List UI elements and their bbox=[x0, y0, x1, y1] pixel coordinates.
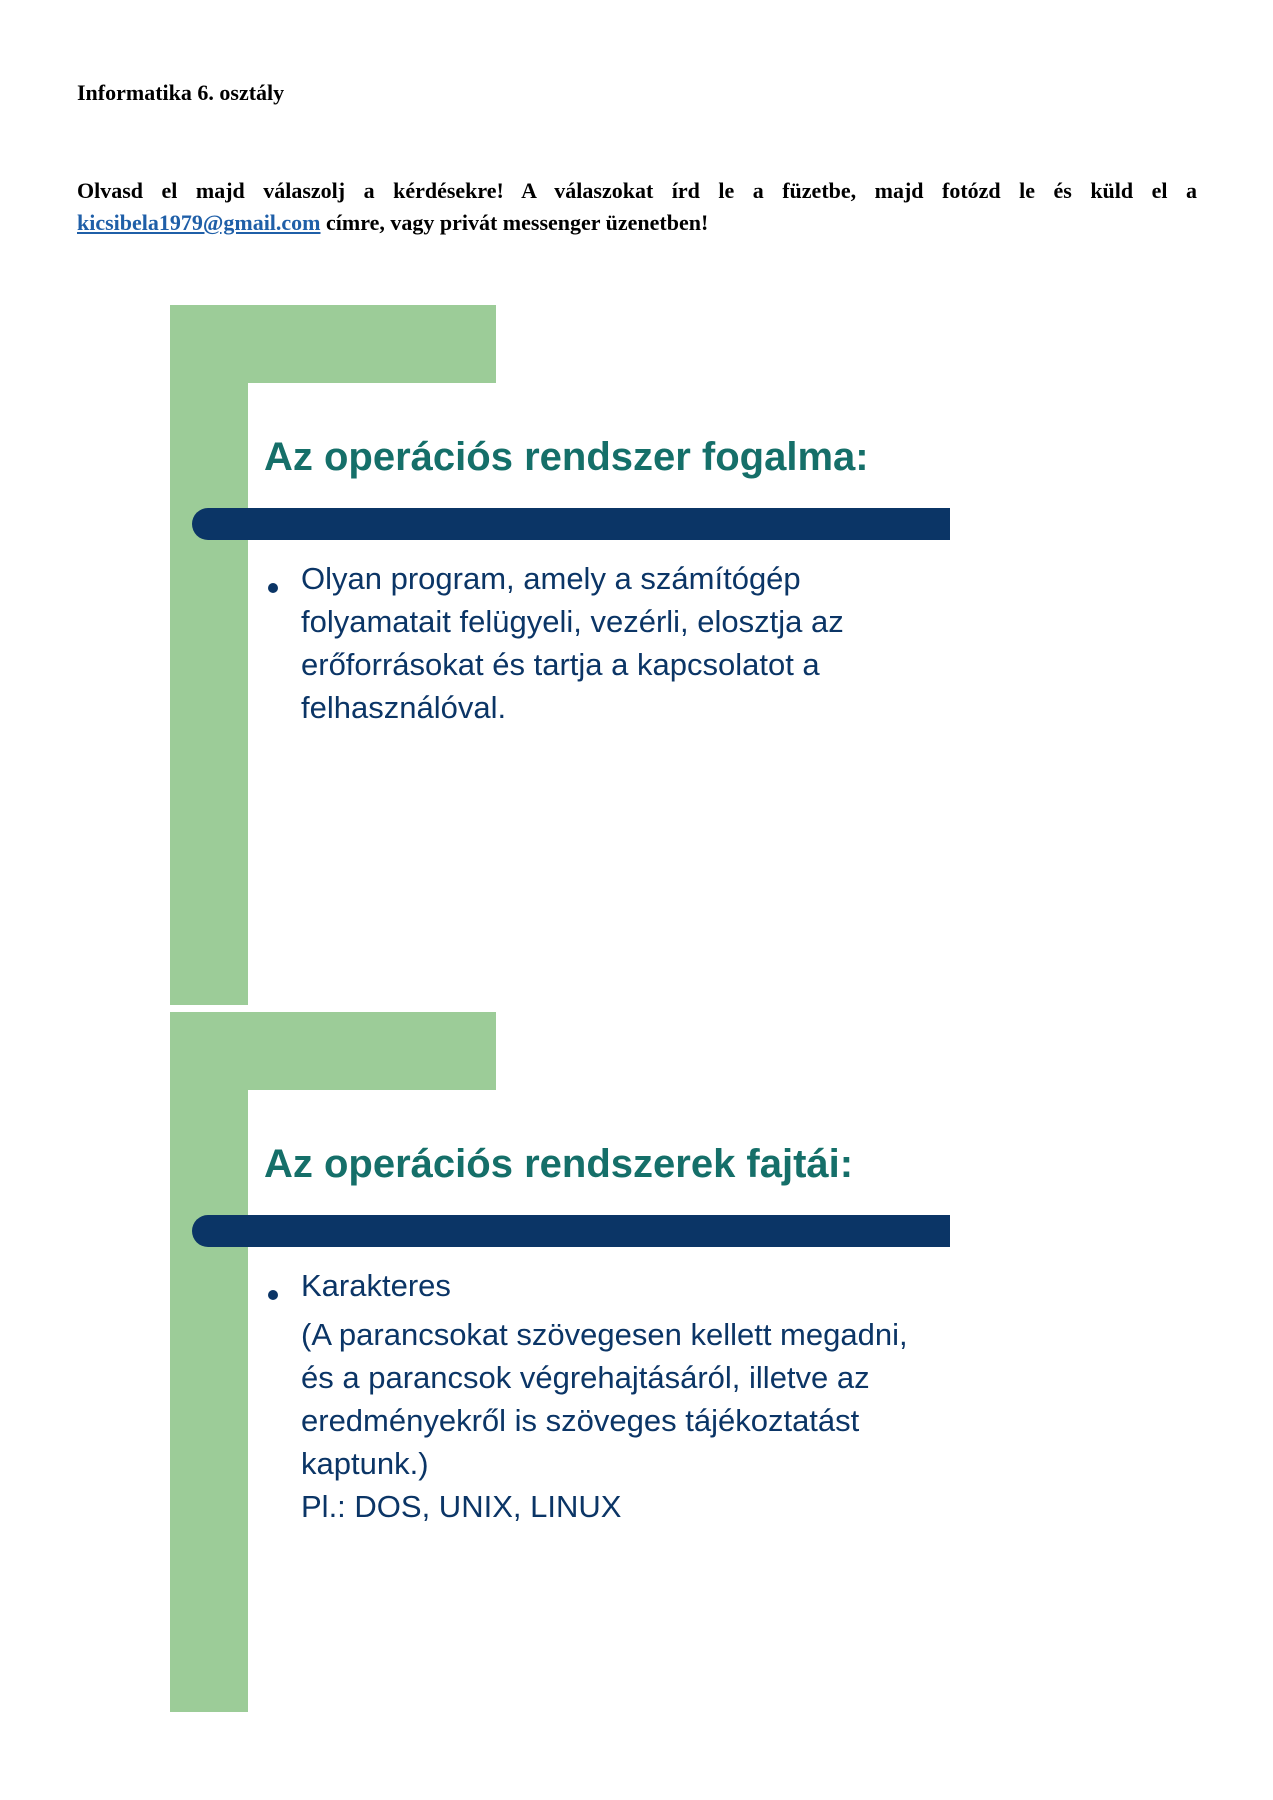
bullet-dot bbox=[268, 583, 278, 593]
slide-body-line: Karakteres bbox=[301, 1268, 451, 1303]
slide-accent-top bbox=[170, 305, 496, 383]
slide-accent-bar bbox=[170, 305, 248, 1005]
slide-body-line: Olyan program, amely a számítógép bbox=[301, 561, 801, 596]
slide-title-underline bbox=[192, 508, 950, 540]
slide-heading: Az operációs rendszerek fajtái: bbox=[264, 1142, 854, 1186]
slide-body-line: és a parancsok végrehajtásáról, illetve az bbox=[301, 1360, 870, 1395]
slide-title-underline bbox=[192, 1215, 950, 1247]
document-title: Informatika 6. osztály bbox=[77, 80, 285, 105]
slide-body-line: erőforrásokat és tartja a kapcsolatot a bbox=[301, 647, 820, 682]
slide-body-line: Pl.: DOS, UNIX, LINUX bbox=[301, 1489, 622, 1524]
slide-accent-top bbox=[170, 1012, 496, 1090]
slide-heading: Az operációs rendszer fogalma: bbox=[264, 435, 869, 479]
slide-body-line: folyamatait felügyeli, vezérli, elosztja az bbox=[301, 604, 844, 639]
slide-accent-bar bbox=[170, 1012, 248, 1712]
slide-body bbox=[301, 1264, 1001, 1528]
instructions-text-end: címre, vagy privát messenger üzenetben! bbox=[320, 210, 709, 235]
slide-body bbox=[301, 557, 1001, 729]
instructions-text: Olvasd el majd válaszolj a kérdésekre! A válaszokat írd le a füzetbe, majd fotózd le és küld el a bbox=[77, 178, 1197, 203]
slide-corner-curve bbox=[248, 1090, 308, 1150]
slide-body-line: kaptunk.) bbox=[301, 1446, 429, 1481]
slide-body-line: (A parancsokat szövegesen kellett megadni, bbox=[301, 1317, 908, 1352]
email-link[interactable]: kicsibela1979@gmail.com bbox=[77, 210, 321, 235]
slide-corner-curve bbox=[248, 383, 308, 443]
slide-os-types bbox=[170, 1012, 1010, 1712]
slide-os-definition bbox=[170, 305, 1010, 1005]
slide-body-line: eredményekről is szöveges tájékoztatást bbox=[301, 1403, 860, 1438]
bullet-dot bbox=[268, 1290, 278, 1300]
slide-body-line: felhasználóval. bbox=[301, 690, 507, 725]
instructions-paragraph bbox=[77, 175, 1197, 239]
